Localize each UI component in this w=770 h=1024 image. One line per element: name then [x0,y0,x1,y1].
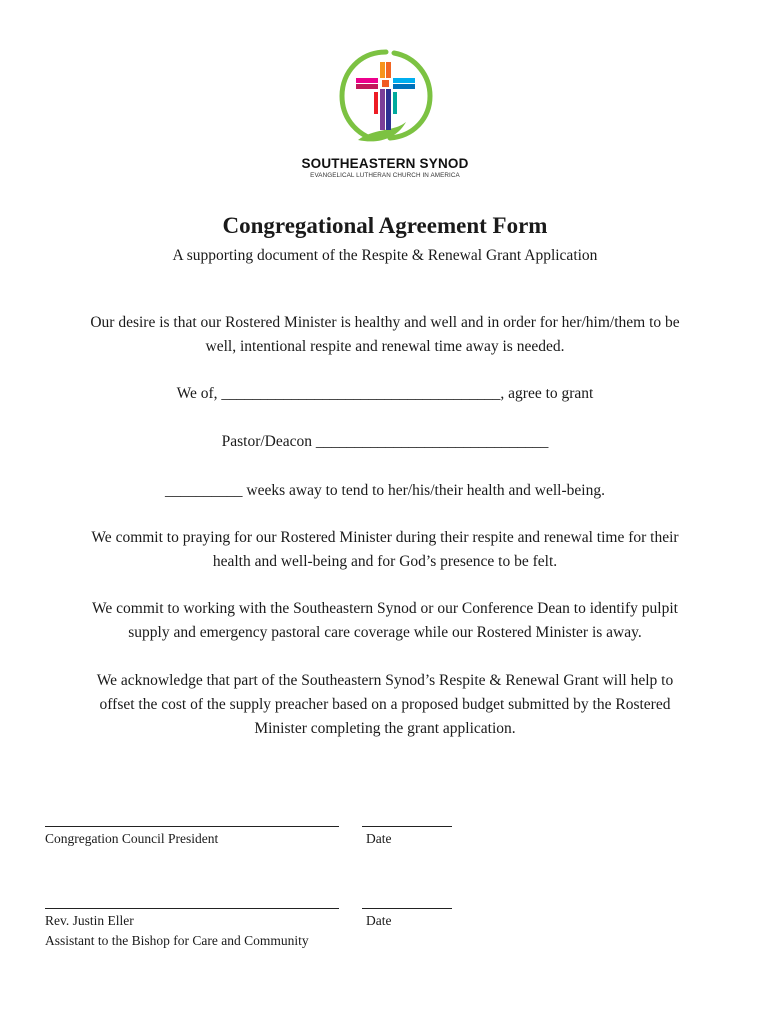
assistant-signature-line[interactable] [45,908,339,909]
council-date-line[interactable] [362,826,452,827]
assistant-date-label: Date [366,913,392,928]
assistant-title: Assistant to the Bishop for Care and Community [45,933,309,948]
intro-line: well, intentional respite and renewal time away is needed. [205,338,565,355]
intro-line: Our desire is that our Rostered Minister is healthy and well and in order for her/him/them to be [90,314,680,331]
cross-in-circle-logo-icon [336,48,436,152]
commit-working-paragraph [40,597,730,645]
we-of-text: We of, ____________________________________, agree to grant [176,385,594,402]
logo-tagline: EVANGELICAL LUTHERAN CHURCH IN AMERICA [310,172,460,179]
commit-praying-line: We commit to praying for our Rostered Minister during their respite and renewal time for their [91,529,679,546]
synod-logo [296,48,474,184]
form-title: Congregational Agreement Form [222,213,548,238]
weeks-line [40,479,730,503]
council-signature-line[interactable] [45,826,339,827]
commit-praying-line: health and well-being and for God’s presence to be felt. [212,553,558,570]
assistant-date-line[interactable] [362,908,452,909]
commit-working-line: We commit to working with the Southeastern Synod or our Conference Dean to identify pulpit [92,600,678,617]
pastor-line [40,430,730,454]
pastor-text: Pastor/Deacon ______________________________ [221,433,549,450]
council-signature-label: Congregation Council President [45,831,219,846]
weeks-text: __________ weeks away to tend to her/his/their health and well-being. [165,482,605,499]
commit-working-line: supply and emergency pastoral care coverage while our Rostered Minister is away. [128,624,642,641]
assistant-name: Rev. Justin Eller [45,913,134,928]
we-of-line [40,382,730,406]
acknowledge-line: offset the cost of the supply preacher based on a proposed budget submitted by the Rostered [99,696,671,713]
form-subtitle: A supporting document of the Respite & Renewal Grant Application [172,247,598,264]
logo-title: SOUTHEASTERN SYNOD [301,156,469,171]
acknowledge-line: We acknowledge that part of the Southeastern Synod’s Respite & Renewal Grant will help to [96,672,674,689]
acknowledge-paragraph [40,669,730,741]
council-date-label: Date [366,831,392,846]
acknowledge-line: Minister completing the grant application. [254,720,516,737]
commit-praying-paragraph [40,526,730,574]
intro-paragraph [40,311,730,359]
